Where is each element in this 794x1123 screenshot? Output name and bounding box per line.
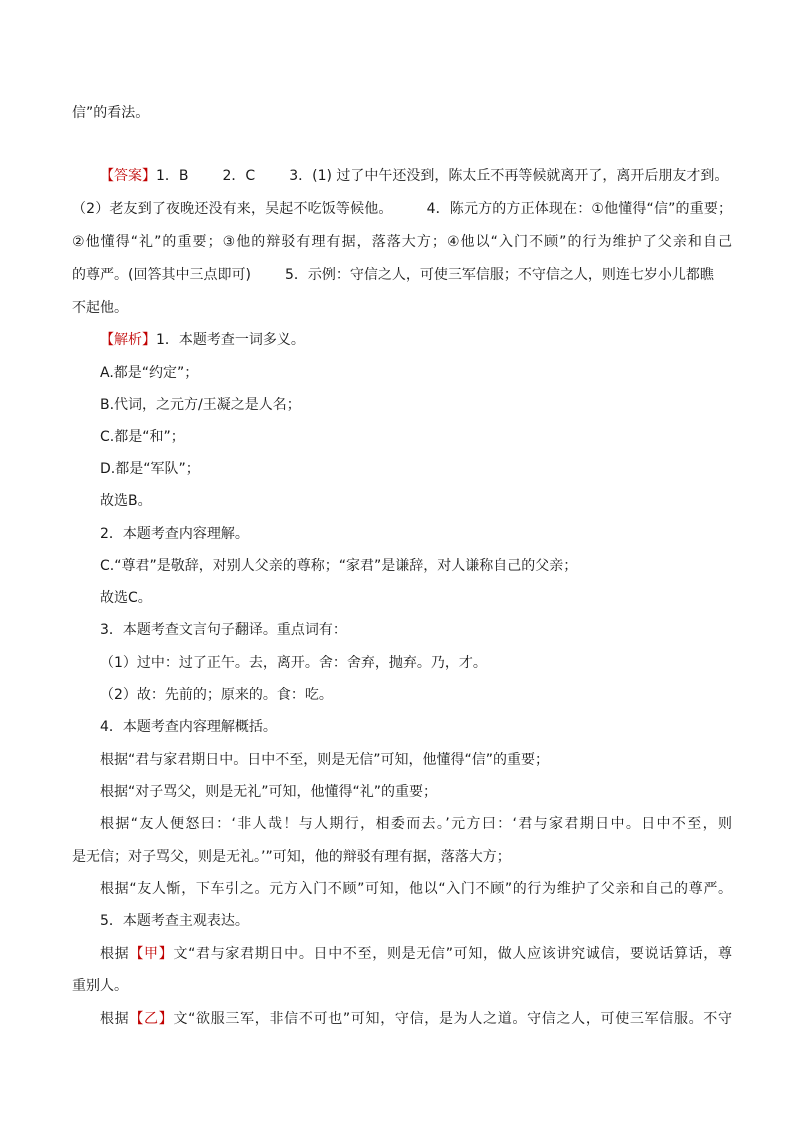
text-line: 4．本题考查内容理解概括。 xyxy=(100,719,277,735)
text-line: 根据【甲】文“君与家君期日中。日中不至，则是无信”可知，做人应该讲究诚信，要说话算话，尊 xyxy=(100,946,732,962)
text-line: C.“尊君”是敬辞，对别人父亲的尊称；“家君”是谦辞，对人谦称自己的父亲； xyxy=(100,558,578,574)
tag-yi: 【乙】 xyxy=(129,1011,174,1027)
text-line: D.都是“军队”； xyxy=(100,461,200,477)
text-line: B.代词，之元方/王凝之是人名； xyxy=(100,397,301,413)
text-line: 5．本题考查主观表达。 xyxy=(100,913,249,929)
text-line: 3．本题考查文言句子翻译。重点词有： xyxy=(100,622,347,638)
text-line: 的尊严。(回答其中三点即可) 5．示例：守信之人，可使三军信服；不守信之人，则连七岁小儿都瞧 xyxy=(72,267,714,283)
text-line: ②他懂得“礼”的重要；③他的辩驳有理有据，落落大方；④他以“入门不顾”的行为维护了父亲和自己 xyxy=(72,234,732,250)
text-line: 根据【乙】文“欲服三军，非信不可也”可知，守信，是为人之道。守信之人，可使三军信服。不守 xyxy=(100,1011,732,1027)
text-line: （2）老友到了夜晚还没有来，吴起不吃饭等候他。 4．陈元方的方正体现在：①他懂得“信”的重要； xyxy=(72,201,733,217)
tag-jia: 【甲】 xyxy=(129,946,174,962)
text-line: 重别人。 xyxy=(72,978,128,994)
answer-tag: 【答案】 xyxy=(100,168,156,184)
text-line: 根据“友人便怒曰：‘非人哉！与人期行，相委而去。’元方曰：‘君与家君期日中。日中不至，则 xyxy=(100,816,732,832)
text-line: 根据“友人惭，下车引之。元方入门不顾”可知，他以“入门不顾”的行为维护了父亲和自己的尊严。 xyxy=(100,881,732,897)
text-line: 根据“君与家君期日中。日中不至，则是无信”可知，他懂得“信”的重要； xyxy=(100,752,550,768)
text-line: 故选C。 xyxy=(100,590,152,606)
analysis-tag: 【解析】 xyxy=(100,332,156,348)
text-line: A.都是“约定”； xyxy=(100,365,199,381)
text-line: C.都是“和”； xyxy=(100,429,185,445)
answer-line: 【答案】1．B 2．C 3．(1) 过了中午还没到，陈太丘不再等候就离开了，离开后朋友才到。 xyxy=(100,168,729,184)
text-line: 故选B。 xyxy=(100,493,152,509)
text-line: 不起他。 xyxy=(72,300,128,316)
text-line: （1）过中：过了正午。去，离开。舍：舍弃，抛弃。乃，才。 xyxy=(100,655,487,671)
text-line: 2．本题考查内容理解。 xyxy=(100,526,249,542)
analysis-line: 【解析】1．本题考查一词多义。 xyxy=(100,332,305,348)
text-line: 是无信；对子骂父，则是无礼。’”可知，他的辩驳有理有据，落落大方； xyxy=(72,849,511,865)
text-line: 信”的看法。 xyxy=(72,105,150,121)
text-line: （2）故：先前的；原来的。食：吃。 xyxy=(100,687,333,703)
text-line: 根据“对子骂父，则是无礼”可知，他懂得“礼”的重要； xyxy=(100,784,438,800)
